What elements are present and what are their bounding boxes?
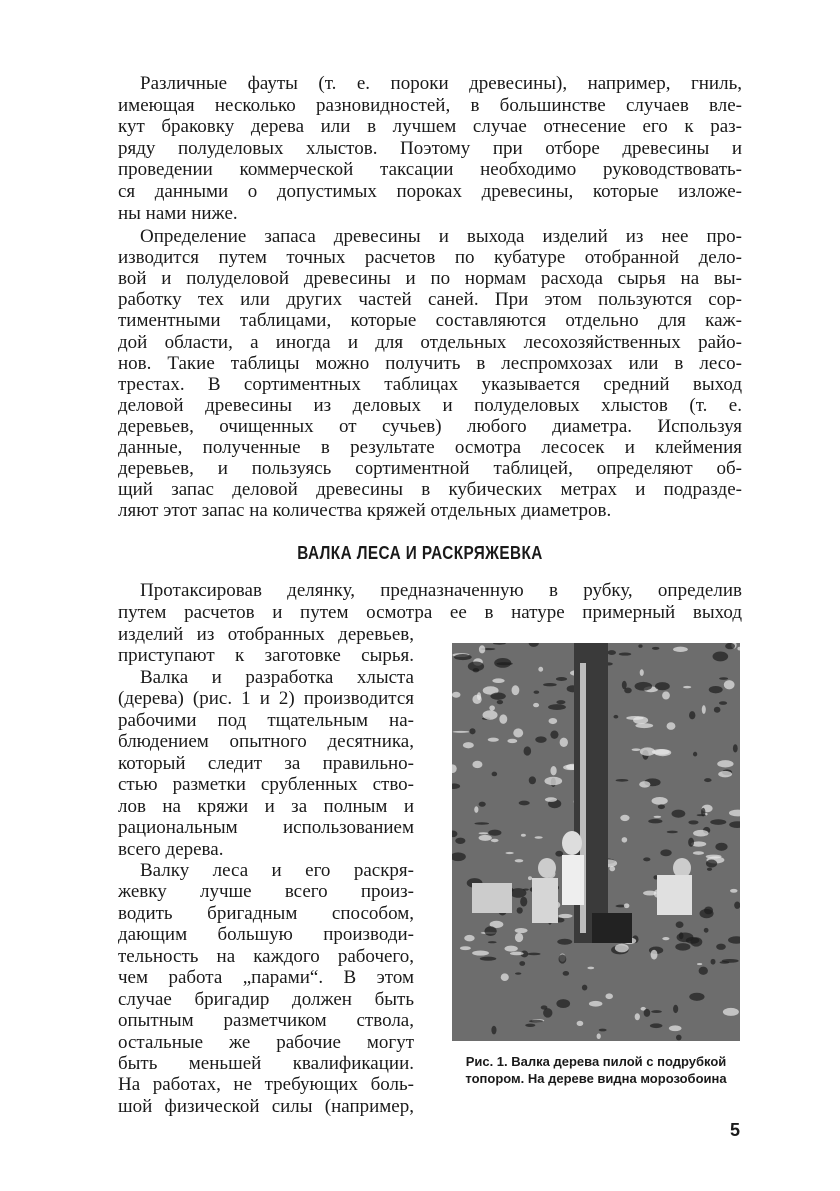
illustration-stroke (556, 677, 567, 681)
illustration-stroke (733, 744, 738, 752)
illustration-stroke (644, 1009, 651, 1017)
illustration-stroke (491, 1026, 496, 1035)
illustration-stroke (605, 993, 612, 999)
text-line: На работах, не требующих боль- (118, 1074, 414, 1096)
illustration-stroke (488, 738, 499, 742)
text-line: водить бригадным способом, (118, 902, 414, 924)
illustration-stroke (528, 876, 532, 880)
illustration-stroke (534, 690, 540, 693)
illustration-stroke (492, 772, 498, 777)
text-line: тельность на каждого рабочего, (118, 945, 414, 967)
illustration-stroke (651, 1010, 662, 1013)
illustration-stroke (515, 933, 523, 942)
text-line: проведении коммерческой таксации необходимо руководствовать- (118, 159, 742, 181)
illustration-stroke (619, 653, 632, 656)
page-number: 5 (730, 1120, 741, 1140)
illustration-stroke (556, 700, 565, 704)
illustration-stroke (490, 692, 505, 699)
illustration-stroke (654, 816, 662, 818)
text-line: быть меньшей квалификации. (118, 1053, 414, 1074)
illustration-stroke (454, 654, 472, 660)
illustration-stroke (463, 742, 474, 748)
illustration-stroke (704, 928, 709, 933)
illustration-stroke (525, 1024, 535, 1027)
illustration-stroke (725, 643, 735, 649)
illustration-stroke (533, 703, 539, 707)
illustration-stroke (689, 993, 704, 1001)
illustration-stroke (615, 944, 629, 953)
illustration-stroke (582, 985, 587, 991)
illustration-stroke (658, 804, 665, 809)
illustration-stroke (560, 738, 568, 747)
illustration-stroke (515, 859, 524, 862)
text-line: Определение запаса древесины и выхода изделий из нее про- (140, 226, 742, 247)
text-line: случае бригадир должен быть (118, 988, 414, 1010)
illustration-stroke (529, 776, 536, 784)
illustration-stroke (496, 662, 512, 665)
illustration-stroke (638, 644, 642, 647)
illustration-stroke (676, 921, 684, 928)
illustration-stroke (479, 832, 489, 834)
text-line: ряду полуделовых хлыстов. Поэтому при отборе древесины и (118, 137, 742, 159)
illustration-stroke (558, 914, 572, 918)
illustration-stroke (722, 959, 739, 963)
text-line: Различные фауты (т. е. пороки древесины), например, гниль, (140, 73, 742, 94)
illustration-stroke (709, 686, 723, 693)
illustration-stroke (543, 1008, 552, 1017)
illustration-stroke (699, 967, 708, 975)
text-line: шой физической силы (например, (118, 1095, 414, 1117)
text-line: нов. Такие таблицы можно получить в леспромхозах или в лесо- (118, 352, 742, 374)
text-line: деловой древесины из деловых и полуделовых хлыстов (т. е. (118, 394, 742, 416)
illustration-stroke (651, 950, 658, 960)
illustration-stroke (699, 909, 713, 918)
text-line: дающим большую производи- (118, 924, 414, 946)
illustration-stroke (677, 932, 694, 942)
text-line: рациональным использованием (118, 817, 414, 839)
text-line: (дерева) (рис. 1 и 2) производится (118, 688, 414, 710)
text-line: Протаксировав делянку, предназначенную в рубку, определив (140, 580, 742, 601)
illustration-stroke (488, 830, 501, 836)
illustration-stroke (507, 739, 517, 743)
illustration-stroke (632, 748, 641, 751)
illustration-stroke (499, 714, 507, 723)
illustration-stroke (730, 889, 737, 893)
illustration-stroke (693, 830, 708, 837)
text-line: вой и полуделовой древесины и по нормам расхода сырья на вы- (118, 268, 742, 290)
illustration-stroke (548, 704, 566, 710)
illustration-stroke (693, 851, 704, 855)
illustration-stroke (662, 937, 669, 940)
illustration-stroke (616, 779, 629, 782)
text-line: стью разметки срубленных ство- (118, 774, 414, 796)
illustration-stroke (544, 777, 562, 786)
illustration-stroke (706, 855, 722, 859)
illustration-stroke (555, 851, 563, 857)
illustration-stroke (501, 973, 509, 981)
illustration-stroke (640, 747, 655, 755)
illustration-stroke (587, 967, 594, 970)
illustration-stroke (563, 971, 569, 976)
text-line: тиментными таблицами, которые составляются отдельно для каж- (118, 310, 742, 332)
illustration-stroke (479, 802, 486, 807)
illustration-stroke (667, 722, 676, 730)
text-line: путем расчетов и путем осмотра ее в натуре примерный выход (118, 602, 742, 623)
illustration-stroke (559, 954, 567, 963)
illustration-stroke (469, 728, 475, 734)
text-line: который следит за правильно- (118, 752, 414, 774)
text-line: ся данными о допустимых пороках древесины, которые изложе- (118, 181, 742, 202)
text-line: ны нами ниже. (118, 202, 238, 224)
text-line: деревьев, и пользуясь сортиментной таблицей, определяют об- (118, 458, 742, 480)
illustration-stroke (523, 888, 529, 890)
illustration-stroke (702, 705, 706, 714)
illustration-stroke (505, 852, 513, 854)
illustration-stroke (550, 766, 556, 775)
illustration-stroke (545, 797, 557, 802)
illustration-stroke (510, 952, 524, 956)
section-heading: ВАЛКА ЛЕСА И РАСКРЯЖЕВКА (297, 543, 543, 563)
illustration-stroke (635, 723, 653, 728)
illustration-stroke (723, 1008, 739, 1016)
text-line: ляют этот запас на количества кряжей отдельных диаметров. (118, 500, 612, 522)
illustration-stroke (704, 778, 711, 782)
illustration-stroke (676, 1035, 682, 1041)
illustration-stroke (719, 701, 727, 705)
illustration-stroke (613, 715, 618, 719)
illustration-stroke (643, 857, 650, 861)
text-line: деревьев, очищенных от сучьев) любого диаметра. Используя (118, 415, 742, 437)
illustration-stroke (453, 731, 470, 733)
illustration-stroke (672, 810, 686, 818)
illustration-stroke (714, 707, 721, 713)
illustration-stroke (622, 837, 628, 843)
illustration-stroke (706, 860, 717, 868)
illustration-stroke (679, 932, 684, 939)
illustration-stroke (639, 781, 650, 787)
illustration-stroke (715, 843, 727, 851)
illustration-stroke (452, 692, 460, 698)
illustration-stroke (718, 771, 732, 777)
illustration-stroke (474, 806, 478, 813)
illustration-stroke (497, 700, 503, 704)
illustration-stroke (524, 746, 532, 755)
illustration-stroke (492, 678, 504, 683)
illustration-stroke (635, 1013, 640, 1020)
illustration-stroke (711, 959, 716, 965)
illustration-stroke (577, 1021, 584, 1026)
text-line: работку тех или других частей саней. При этом пользуются сор- (118, 289, 742, 311)
figure-caption: Рис. 1. Валка дерева пилой с подрубкой топором. На дереве видна морозобоина (465, 1054, 727, 1086)
illustration-stroke (483, 710, 498, 719)
text-line: дой области, а иногда и для отдельных лесохозяйственных райо- (118, 331, 742, 353)
text-line: трестах. В сортиментных таблицах указывается средний выход (118, 373, 742, 395)
illustration-stroke (620, 815, 629, 821)
illustration-stroke (635, 682, 653, 691)
figure-illustration-tree-felling (452, 643, 740, 1041)
illustration-stroke (515, 928, 528, 933)
illustration-stroke (675, 943, 690, 951)
illustration-stroke (557, 939, 572, 945)
illustration-stroke (707, 868, 712, 871)
illustration-stroke (468, 661, 484, 671)
illustration-stroke (688, 820, 698, 824)
illustration-stroke (519, 961, 525, 966)
illustration-stroke (491, 839, 499, 843)
text-line: имеющая несколько разновидностей, в большинстве случаев вле- (118, 94, 742, 116)
illustration-stroke (607, 650, 616, 655)
text-line: чем работа „парами“. В этом (118, 967, 414, 989)
illustration-stroke (643, 891, 656, 896)
text-line: изделий из отобранных деревьев, (118, 624, 414, 645)
illustration-stroke (455, 838, 465, 844)
illustration-stroke (520, 897, 527, 907)
illustration-stroke (624, 903, 630, 908)
illustration-stroke (599, 1029, 607, 1032)
illustration-stroke (480, 957, 497, 961)
illustration-stroke (513, 728, 523, 737)
illustration-stroke (543, 683, 557, 686)
illustration-stroke (640, 669, 644, 676)
illustration-stroke (717, 760, 733, 767)
illustration-stroke (719, 677, 728, 680)
text-line: остальные же рабочие могут (118, 1031, 414, 1053)
illustration-stroke (535, 836, 543, 839)
illustration-stroke (519, 801, 530, 806)
text-line: всего дерева. (118, 838, 224, 860)
illustration-stroke (460, 946, 471, 950)
illustration-stroke (505, 946, 518, 952)
illustration-stroke (529, 1020, 544, 1023)
illustration-stroke (626, 716, 643, 720)
text-line: рабочими под тщательным на- (118, 709, 414, 731)
illustration-stroke (713, 652, 729, 662)
illustration-stroke (716, 944, 726, 950)
illustration-stroke (683, 686, 691, 689)
illustration-stroke (464, 935, 474, 941)
illustration-stroke (472, 950, 489, 955)
illustration-stroke (597, 1033, 601, 1039)
illustration-stroke (710, 819, 726, 825)
text-line: щий запас деловой древесины в кубических метрах и подразде- (118, 479, 742, 501)
illustration-stroke (655, 682, 670, 690)
illustration-stroke (535, 736, 546, 743)
illustration-stroke (669, 1025, 682, 1031)
text-line: изводится путем точных расчетов по кубатуре отобранной дело- (118, 247, 742, 269)
illustration-stroke (667, 831, 678, 834)
illustration-stroke (688, 838, 694, 847)
text-line: блюдением опытного десятника, (118, 731, 414, 753)
illustration-stroke (697, 814, 706, 816)
illustration-stroke (512, 685, 520, 695)
illustration-stroke (662, 691, 670, 699)
text-line: опытным разметчиком ствола, (118, 1010, 414, 1032)
illustration-stroke (474, 822, 489, 825)
illustration-stroke (550, 730, 558, 738)
illustration-stroke (479, 835, 492, 841)
illustration-stroke (693, 752, 697, 757)
text-line: лов на кряжи и за полным и (118, 795, 414, 817)
illustration-stroke (472, 761, 482, 768)
text-line: приступают к заготовке сырья. (118, 645, 414, 667)
illustration-stroke (652, 797, 668, 805)
illustration-stroke (673, 1005, 678, 1013)
illustration-stroke (673, 647, 688, 652)
illustration-stroke (648, 819, 662, 823)
illustration-stroke (521, 834, 526, 837)
illustration-stroke (660, 849, 671, 856)
illustration-stroke (622, 681, 627, 690)
illustration-stroke (549, 718, 558, 724)
illustration-stroke (538, 667, 543, 672)
illustration-stroke (517, 907, 523, 913)
illustration-stroke (650, 1023, 663, 1028)
text-line: кут браковку дерева или в лучшем случае отнесение его к раз- (118, 116, 742, 138)
illustration-stroke (697, 963, 702, 965)
illustration-stroke (589, 1001, 602, 1007)
illustration-stroke (689, 711, 695, 719)
illustration-stroke (527, 953, 540, 956)
text-line: жевку лучше всего произ- (118, 881, 414, 903)
illustration-stroke (515, 972, 521, 974)
text-line: Валку леса и его раскря- (140, 859, 414, 881)
text-line: данные, полученные в результате осмотра лесосек и клеймения (118, 437, 742, 458)
illustration-stroke (479, 645, 485, 653)
illustration-stroke (489, 705, 495, 710)
illustration-stroke (652, 647, 659, 650)
illustration-stroke (484, 926, 496, 936)
text-line: Валка и разработка хлыста (140, 666, 414, 688)
illustration-stroke (488, 941, 497, 943)
illustration-stroke (724, 680, 735, 689)
illustration-stroke (556, 999, 570, 1008)
illustration-stroke (477, 692, 481, 700)
